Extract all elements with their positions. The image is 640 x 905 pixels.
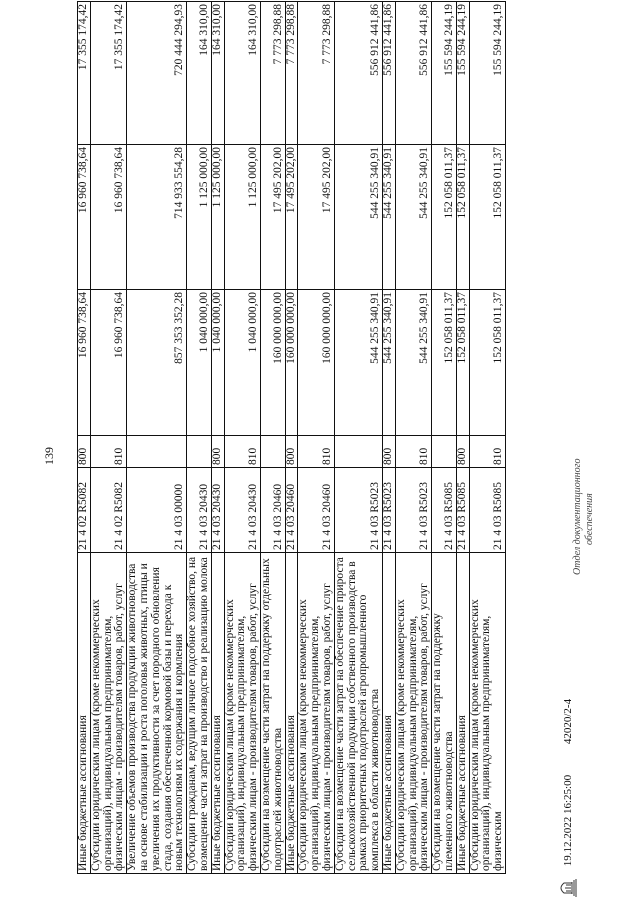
cell-v2: 1 125 000,00 (211, 145, 224, 290)
cell-code: 21 4 03 R5085 (456, 468, 469, 553)
cell-v1: 160 000 000,00 (285, 290, 298, 436)
cell-name: Субсидии юридическим лицам (кроме некоммерческих организаций), индивидуальным предпринимателям, физическим лицам - производителям товаров, работ, услуг (298, 553, 334, 874)
cell-type (432, 436, 457, 468)
cell-v1: 16 960 738,64 (90, 290, 126, 436)
cell-v2: 16 960 738,64 (90, 145, 126, 290)
cell-v1: 160 000 000,00 (298, 290, 334, 436)
cell-code: 21 4 03 00000 (127, 468, 187, 553)
cell-v1: 16 960 738,64 (78, 290, 91, 436)
table-row (432, 2, 457, 874)
cell-type: 800 (78, 436, 91, 468)
table-row (260, 2, 285, 874)
cell-name: Иные бюджетные ассигнования (456, 553, 469, 874)
cell-type: 800 (211, 436, 224, 468)
cell-v1: 1 040 000,00 (224, 290, 260, 436)
cell-v1: 544 255 340,91 (382, 290, 395, 436)
cell-v2: 544 255 340,91 (334, 145, 382, 290)
cell-type: 810 (224, 436, 260, 468)
cell-v3: 164 310,00 (211, 2, 224, 145)
cell-code: 21 4 03 20460 (260, 468, 285, 553)
cell-v1: 160 000 000,00 (260, 290, 285, 436)
cell-type: 810 (395, 436, 431, 468)
cell-name: Субсидии гражданам, ведущим личное подсобное хозяйство, на возмещение части затрат на производство и реализацию молока (187, 553, 212, 874)
cell-code: 21 4 03 20460 (285, 468, 298, 553)
cell-v2: 714 933 554,28 (127, 145, 187, 290)
stamp-line-2: обеспечения (584, 493, 595, 545)
cell-code: 21 4 02 R5082 (78, 468, 91, 553)
table-row (187, 2, 212, 874)
cell-v1: 857 353 352,28 (127, 290, 187, 436)
footer (558, 671, 578, 899)
cell-code: 21 4 03 R5085 (432, 468, 457, 553)
cell-v3: 556 912 441,86 (334, 2, 382, 145)
cell-name: Иные бюджетные ассигнования (285, 553, 298, 874)
cell-v1: 1 040 000,00 (187, 290, 212, 436)
cell-v2: 1 125 000,00 (224, 145, 260, 290)
cell-v3: 164 310,00 (224, 2, 260, 145)
table-row (127, 2, 187, 874)
cell-name: Субсидии юридическим лицам (кроме некоммерческих организаций), индивидуальным предпринимателям, физическим (469, 553, 505, 874)
footer-doc-id: 42020/2-4 (561, 698, 574, 745)
cell-code: 21 4 03 20430 (224, 468, 260, 553)
cell-name: Субсидии юридическим лицам (кроме некоммерческих организаций), индивидуальным предпринимателям, физическим лицам - производителям товаров, работ, услуг (395, 553, 431, 874)
cell-type: 800 (285, 436, 298, 468)
cell-code: 21 4 03 R5023 (395, 468, 431, 553)
cell-v2: 544 255 340,91 (395, 145, 431, 290)
cell-name: Субсидии юридическим лицам (кроме некоммерческих организаций), индивидуальным предпринимателям, физическим лицам - производителям товаров, работ, услуг (224, 553, 260, 874)
cell-type: 800 (382, 436, 395, 468)
cell-v2: 152 058 011,37 (456, 145, 469, 290)
cell-code: 21 4 02 R5082 (90, 468, 126, 553)
cell-v2: 17 495 202,00 (260, 145, 285, 290)
cell-type (260, 436, 285, 468)
table-row (285, 2, 298, 874)
cell-v3: 17 355 174,42 (90, 2, 126, 145)
page-number: 139 (42, 447, 56, 465)
cell-v2: 16 960 738,64 (78, 145, 91, 290)
cell-v3: 155 594 244,19 (469, 2, 505, 145)
cell-type: 800 (456, 436, 469, 468)
table-row (469, 2, 505, 874)
cell-v3: 556 912 441,86 (382, 2, 395, 145)
cell-v3: 7 773 298,88 (260, 2, 285, 145)
cell-type: 810 (469, 436, 505, 468)
table-row (224, 2, 260, 874)
cell-v1: 152 058 011,37 (469, 290, 505, 436)
footer-date: 19.12.2022 16:25:00 (561, 774, 574, 867)
cell-name: Иные бюджетные ассигнования (211, 553, 224, 874)
cell-v2: 17 495 202,00 (285, 145, 298, 290)
cell-type (187, 436, 212, 468)
cell-type (334, 436, 382, 468)
cell-v3: 7 773 298,88 (298, 2, 334, 145)
table-row (456, 2, 469, 874)
cell-name: Субсидии юридическим лицам (кроме некоммерческих организаций), индивидуальным предпринимателям, физическим лицам - производителям товаров, работ, услуг (90, 553, 126, 874)
cell-v2: 152 058 011,37 (432, 145, 457, 290)
cell-code: 21 4 03 20430 (211, 468, 224, 553)
cell-code: 21 4 03 20430 (187, 468, 212, 553)
cell-code: 21 4 03 20460 (298, 468, 334, 553)
table-row (90, 2, 126, 874)
cell-name: Субсидии на возмещение части затрат на поддержку племенного животноводства (432, 553, 457, 874)
cell-v3: 7 773 298,88 (285, 2, 298, 145)
cell-v1: 1 040 000,00 (211, 290, 224, 436)
table-row (298, 2, 334, 874)
table-row (382, 2, 395, 874)
stamp-line-1: Отдел документационного (572, 458, 583, 575)
cell-name: Субсидии на возмещение части затрат на поддержку отдельных подотраслей животноводства (260, 553, 285, 874)
cell-v3: 720 444 294,93 (127, 2, 187, 145)
table-row (211, 2, 224, 874)
cell-name: Субсидии на возмещение части затрат на обеспечение прироста сельскохозяйственной продукции собственного производства в рамках приоритетных подотраслей агропромышленного комплекса в области животноводства (334, 553, 382, 874)
cell-v3: 155 594 244,19 (456, 2, 469, 145)
table-row (395, 2, 431, 874)
cell-v3: 17 355 174,42 (78, 2, 91, 145)
emblem-icon (558, 877, 578, 899)
cell-v1: 544 255 340,91 (395, 290, 431, 436)
cell-name: Иные бюджетные ассигнования (78, 553, 91, 874)
cell-type (127, 436, 187, 468)
cell-code: 21 4 03 R5085 (469, 468, 505, 553)
table-row (78, 2, 91, 874)
cell-v3: 164 310,00 (187, 2, 212, 145)
cell-v2: 152 058 011,37 (469, 145, 505, 290)
department-stamp (572, 458, 596, 575)
budget-table (77, 1, 506, 874)
cell-v1: 544 255 340,91 (334, 290, 382, 436)
cell-v1: 152 058 011,37 (432, 290, 457, 436)
cell-v2: 17 495 202,00 (298, 145, 334, 290)
cell-code: 21 4 03 R5023 (382, 468, 395, 553)
cell-v2: 1 125 000,00 (187, 145, 212, 290)
cell-name: Иные бюджетные ассигнования (382, 553, 395, 874)
cell-type: 810 (298, 436, 334, 468)
cell-code: 21 4 03 R5023 (334, 468, 382, 553)
cell-name: Увеличение объемов производства продукции животноводства на основе стабилизации и роста поголовья животных, птицы и увеличения их продуктивности за счет породного обновления стада, создания обеспеченной кормовой базы и перехода к новым технологиям их содержания и кормления (127, 553, 187, 874)
table-row (334, 2, 382, 874)
cell-v3: 155 594 244,19 (432, 2, 457, 145)
cell-v3: 556 912 441,86 (395, 2, 431, 145)
cell-type: 810 (90, 436, 126, 468)
cell-v2: 544 255 340,91 (382, 145, 395, 290)
cell-v1: 152 058 011,37 (456, 290, 469, 436)
